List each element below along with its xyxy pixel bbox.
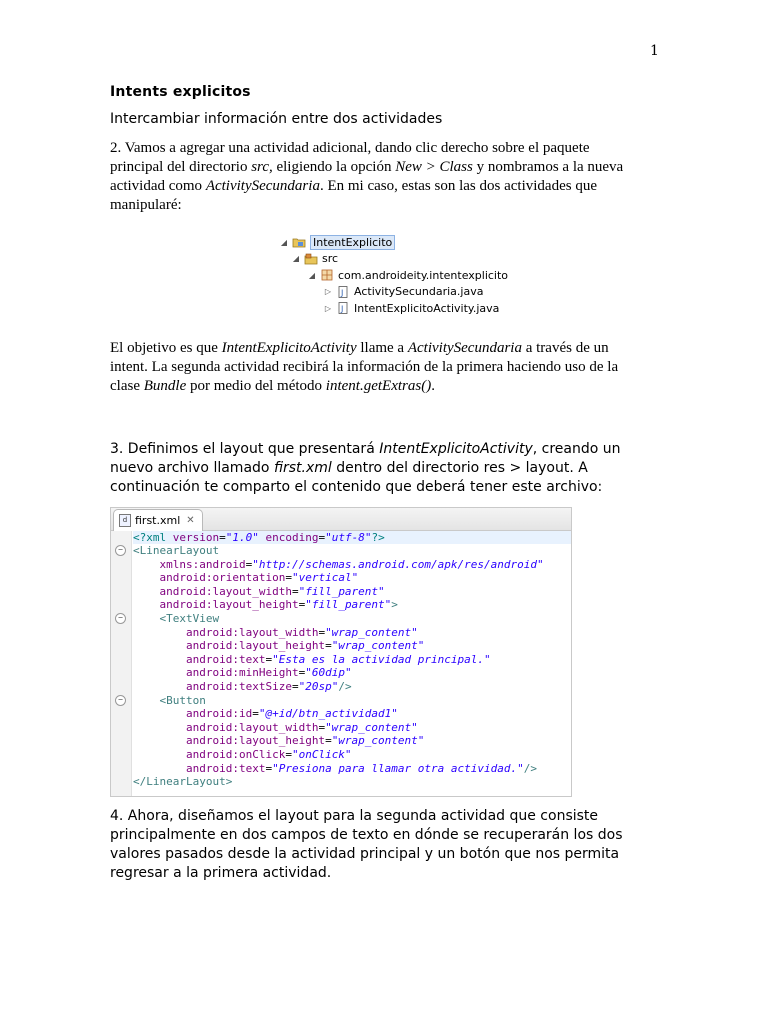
- source-folder-icon: [304, 253, 318, 265]
- tree-row-project: [278, 234, 518, 251]
- document-body: [110, 84, 640, 883]
- code-token: =: [325, 639, 332, 653]
- step-4-paragraph: 4. Ahora, diseñamos el layout para la segunda actividad que consiste principalmente en dos campos de texto en dónde se recuperarán los dos valores pasados desde la actividad principal y un botón que nos permita regresar a la primera actividad.: [110, 807, 623, 881]
- code-line: [133, 775, 571, 789]
- expanded-arrow-icon: ◢: [308, 270, 316, 280]
- close-icon: ✕: [186, 514, 195, 526]
- editor-gutter: [111, 531, 132, 796]
- code-token: "wrap_content": [331, 639, 425, 653]
- src-term: src,: [251, 159, 273, 175]
- code-token: [133, 598, 160, 611]
- code-token: "1.0": [225, 530, 259, 544]
- code-token: =: [325, 734, 332, 748]
- code-token: [133, 707, 186, 720]
- file-label: ActivitySecundaria.java: [354, 285, 484, 299]
- code-line: [133, 585, 571, 599]
- svg-text:J: J: [341, 288, 344, 298]
- step-2-text-a: 2. Vamos a agregar una actividad adicional, dando clic derecho sobre el paquete principal del directorio: [110, 140, 590, 175]
- code-token: =: [245, 557, 253, 571]
- code-token: "fill_parent": [305, 598, 392, 612]
- tree-row-file: [278, 300, 518, 317]
- code-token: >: [391, 598, 398, 612]
- first-xml-term: first.xml: [273, 459, 332, 476]
- tree-row-file: [278, 284, 518, 301]
- code-line: [118, 693, 571, 708]
- code-token: =: [285, 748, 292, 761]
- code-token: [133, 653, 186, 666]
- code-token: android:layout_height: [185, 639, 326, 653]
- code-token: android:layout_height: [185, 734, 326, 748]
- file-label: IntentExplicitoActivity.java: [354, 301, 500, 315]
- code-token: <?xml: [133, 530, 173, 544]
- code-line: [133, 762, 571, 776]
- method-term: intent.getExtras(): [325, 377, 432, 394]
- step-3-paragraph: [110, 440, 640, 497]
- code-line: [133, 653, 571, 667]
- code-line: [133, 721, 571, 735]
- code-line: [133, 598, 571, 612]
- code-token: />: [523, 761, 538, 775]
- code-token: [133, 639, 186, 652]
- code-token: encoding: [258, 530, 319, 544]
- code-token: <Button: [159, 693, 206, 707]
- code-token: android:layout_width: [185, 625, 319, 639]
- code-token: =: [265, 652, 273, 666]
- code-token: </LinearLayout>: [133, 775, 233, 789]
- code-token: "@+id/btn_actividad1": [258, 707, 398, 721]
- code-token: "utf-8": [325, 530, 372, 544]
- code-token: "vertical": [291, 571, 359, 585]
- code-token: =: [285, 571, 292, 585]
- code-token: "60dip": [305, 666, 352, 680]
- editor-tab-label: first.xml: [135, 513, 181, 527]
- code-line: [133, 571, 571, 585]
- code-token: =: [318, 625, 326, 639]
- expanded-arrow-icon: ◢: [280, 237, 288, 247]
- code-token: [133, 626, 186, 639]
- src-label: src: [322, 252, 339, 266]
- code-token: <LinearLayout: [133, 544, 220, 558]
- java-file-icon: [336, 286, 350, 298]
- code-line: [118, 544, 571, 558]
- code-token: =: [291, 680, 299, 694]
- step-3-activity-term: IntentExplicitoActivity: [379, 440, 533, 457]
- package-explorer-image: [278, 234, 518, 317]
- objective-text-b: llame a: [356, 339, 408, 356]
- code-token: [133, 666, 186, 679]
- xml-editor-image: [110, 507, 572, 797]
- code-token: "Presiona para llamar otra actividad.": [272, 761, 524, 775]
- code-token: android:text: [185, 652, 266, 666]
- fold-toggle-icon[interactable]: −: [115, 695, 126, 706]
- step-3-text-a: 3. Definimos el layout que presentará: [110, 440, 380, 457]
- tree-row-src: [278, 251, 518, 268]
- code-line: [133, 639, 571, 653]
- code-line: [133, 626, 571, 640]
- fold-toggle-icon[interactable]: −: [115, 613, 126, 624]
- code-token: android:layout_height: [159, 598, 299, 612]
- objective-text-e: .: [431, 377, 435, 394]
- code-token: android:layout_width: [185, 720, 319, 734]
- tree-row-package: [278, 267, 518, 284]
- code-token: =: [298, 666, 306, 680]
- code-line: [133, 707, 571, 721]
- code-token: [133, 748, 186, 761]
- code-line: [133, 558, 571, 572]
- code-token: android:minHeight: [185, 666, 299, 680]
- code-token: [133, 762, 186, 775]
- page-number: 1: [650, 43, 659, 59]
- code-area: [118, 530, 571, 789]
- code-token: =: [291, 584, 299, 598]
- code-token: =: [265, 761, 273, 775]
- java-file-icon: [336, 302, 350, 314]
- code-token: "onClick": [291, 748, 352, 761]
- code-token: "wrap_content": [325, 720, 418, 734]
- step-2-text-c: y nombramos a la nueva actividad como: [110, 159, 624, 194]
- editor-tab: [113, 509, 203, 531]
- objective-text-a: El objetivo es que: [110, 339, 222, 356]
- code-token: "Esta es la actividad principal.": [272, 652, 491, 666]
- bundle-term: Bundle: [143, 377, 187, 394]
- editor-tab-bar: [111, 508, 571, 531]
- project-folder-icon: [292, 236, 306, 248]
- code-token: [133, 558, 160, 571]
- code-token: [133, 721, 186, 734]
- code-line: [133, 748, 571, 762]
- code-token: [133, 571, 160, 584]
- step-2-paragraph: [110, 139, 640, 215]
- code-token: android:id: [185, 707, 253, 721]
- code-token: xmlns:android: [159, 557, 246, 571]
- package-label: com.androideity.intentexplicito: [338, 268, 509, 282]
- svg-text:J: J: [341, 304, 344, 314]
- fold-toggle-icon[interactable]: −: [115, 545, 126, 556]
- expanded-arrow-icon: ◢: [292, 254, 300, 264]
- code-token: [133, 734, 186, 747]
- code-token: android:layout_width: [159, 584, 292, 598]
- code-token: "wrap_content": [331, 734, 425, 748]
- code-token: ?>: [371, 530, 385, 544]
- new-class-term: New > Class: [395, 159, 473, 175]
- code-token: =: [318, 720, 326, 734]
- section-heading: Intents explicitos: [110, 84, 251, 100]
- code-token: =: [219, 530, 226, 544]
- package-icon: [320, 269, 334, 281]
- collapsed-arrow-icon: ▷: [324, 303, 332, 313]
- step-2-text-d: . En mi caso, estas son las dos actividades que manipularé:: [110, 178, 597, 213]
- xml-file-icon: d: [119, 514, 131, 527]
- code-token: "wrap_content": [325, 625, 418, 639]
- code-token: android:orientation: [159, 571, 286, 585]
- collapsed-arrow-icon: ▷: [324, 287, 332, 297]
- code-token: <TextView: [159, 612, 220, 626]
- code-line: [133, 680, 571, 694]
- code-token: =: [318, 530, 326, 544]
- project-label: IntentExplicito: [310, 235, 395, 250]
- code-token: android:text: [185, 761, 266, 775]
- code-token: =: [252, 707, 259, 721]
- second-activity-term: ActivitySecundaria: [407, 339, 522, 356]
- code-token: [133, 694, 160, 707]
- code-token: android:onClick: [185, 748, 286, 761]
- code-token: [133, 612, 160, 625]
- code-token: =: [298, 598, 306, 612]
- objective-text-d: por medio del método: [186, 377, 326, 394]
- step-3-text-c: dentro del directorio res > layout. A continuación te comparto el contenido que deberá tener este archivo:: [110, 459, 603, 495]
- step-2-text-b: eligiendo la opción: [272, 159, 396, 175]
- section-subheading: Intercambiar información entre dos actividades: [110, 111, 443, 127]
- code-token: [133, 680, 186, 693]
- code-token: version: [172, 530, 220, 544]
- code-token: "20sp": [298, 680, 339, 694]
- main-activity-term: IntentExplicitoActivity: [221, 339, 357, 356]
- activity-secundaria-term: ActivitySecundaria: [205, 178, 320, 194]
- code-token: />: [338, 680, 352, 694]
- objective-paragraph: [110, 339, 640, 396]
- code-line: [133, 666, 571, 680]
- code-line: [133, 734, 571, 748]
- code-token: android:textSize: [185, 680, 292, 694]
- code-line: [118, 612, 571, 626]
- code-token: [133, 585, 160, 598]
- objective-text-c: a través de un intent. La segunda actividad recibirá la información de la primera haciendo uso de la clase: [110, 339, 619, 394]
- code-line: [133, 531, 571, 545]
- step-3-text-b: , creando un nuevo archivo llamado: [110, 440, 621, 476]
- code-token: "fill_parent": [298, 584, 385, 598]
- code-token: "http://schemas.android.com/apk/res/android": [252, 557, 544, 571]
